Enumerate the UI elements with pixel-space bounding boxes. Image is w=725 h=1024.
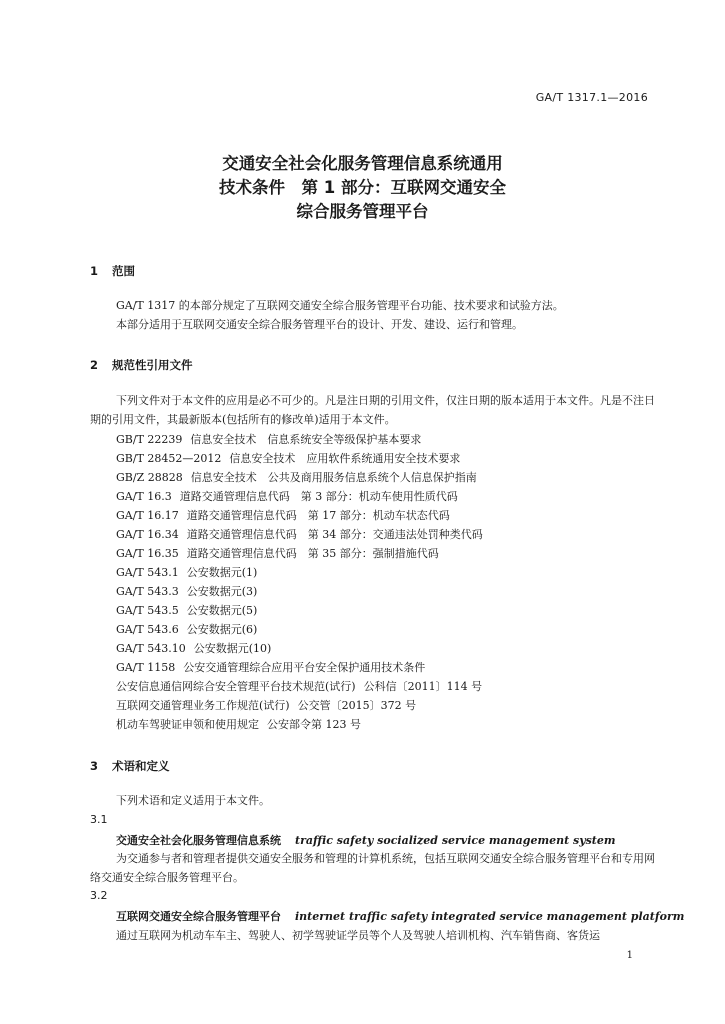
reference-name: 道路交通管理信息代码 第 17 部分：机动车状态代码 — [186, 509, 450, 522]
term-zh: 互联网交通安全综合服务管理平台 — [116, 910, 281, 923]
section-number: 2 — [90, 358, 99, 372]
section-1-heading — [90, 263, 135, 279]
section-title: 范围 — [112, 264, 135, 278]
reference-item — [116, 715, 483, 734]
section-2-intro — [90, 391, 656, 429]
reference-code: GA/T 543.1 — [116, 566, 179, 579]
reference-item — [116, 658, 483, 677]
section-number: 1 — [90, 264, 99, 278]
reference-name: 公安交通管理综合应用平台安全保护通用技术条件 — [183, 661, 426, 674]
title-line-3: 综合服务管理平台 — [296, 202, 429, 221]
reference-code: GA/T 16.34 — [116, 528, 179, 541]
reference-item — [116, 449, 483, 468]
reference-item — [116, 430, 483, 449]
reference-item — [116, 696, 483, 715]
reference-code: GA/T 543.10 — [116, 642, 186, 655]
document-title — [0, 152, 725, 224]
section-2-heading — [90, 357, 193, 373]
reference-name: 信息安全技术 应用软件系统通用安全技术要求 — [229, 452, 461, 465]
reference-code: 公安信息通信网综合安全管理平台技术规范(试行) — [116, 680, 356, 693]
reference-item — [116, 506, 483, 525]
reference-code: GA/T 16.3 — [116, 490, 172, 503]
reference-name: 公交管〔2015〕372 号 — [297, 699, 417, 712]
reference-code: GA/T 16.17 — [116, 509, 179, 522]
reference-name: 信息安全技术 信息系统安全等级保护基本要求 — [190, 433, 422, 446]
paragraph: 通过互联网为机动车车主、驾驶人、初学驾驶证学员等个人及驾驶人培训机构、汽车销售商、客货运 — [116, 929, 600, 942]
reference-item — [116, 601, 483, 620]
paragraph: 下列术语和定义适用于本文件。 — [116, 794, 270, 807]
clause-number: 3.1 — [90, 813, 108, 826]
reference-item — [116, 563, 483, 582]
reference-name: 公安数据元(6) — [186, 623, 258, 636]
term-en: traffic safety socialized service management system — [295, 834, 616, 847]
reference-name: 公安数据元(5) — [186, 604, 258, 617]
term-definition — [90, 926, 656, 945]
section-number: 3 — [90, 759, 99, 773]
reference-name: 公安数据元(3) — [186, 585, 258, 598]
reference-list — [116, 430, 483, 734]
term-entry — [116, 832, 616, 848]
paragraph: 下列文件对于本文件的应用是必不可少的。凡是注日期的引用文件，仅注日期的版本适用于本文件。凡是不注日期的引用文件，其最新版本(包括所有的修改单)适用于本文件。 — [90, 394, 655, 426]
reference-code: GA/T 543.3 — [116, 585, 179, 598]
section-3-heading — [90, 758, 170, 774]
clause-number: 3.2 — [90, 889, 108, 902]
reference-code: GA/T 543.6 — [116, 623, 179, 636]
reference-code: GA/T 16.35 — [116, 547, 179, 560]
reference-item — [116, 677, 483, 696]
reference-item — [116, 544, 483, 563]
standard-code: GA/T 1317.1—2016 — [535, 91, 648, 104]
reference-item — [116, 468, 483, 487]
reference-name: 道路交通管理信息代码 第 34 部分：交通违法处罚种类代码 — [186, 528, 483, 541]
reference-name: 道路交通管理信息代码 第 35 部分：强制措施代码 — [186, 547, 439, 560]
section-title: 术语和定义 — [112, 759, 170, 773]
title-line-2: 技术条件 第 1 部分：互联网交通安全 — [219, 178, 506, 197]
reference-item — [116, 525, 483, 544]
reference-item — [116, 582, 483, 601]
reference-code: GB/T 22239 — [116, 433, 183, 446]
reference-item — [116, 487, 483, 506]
page-number: 1 — [626, 950, 633, 961]
reference-item — [116, 620, 483, 639]
term-entry — [116, 908, 684, 924]
reference-code: GB/Z 28828 — [116, 471, 183, 484]
section-1-body — [90, 296, 656, 334]
reference-code: GA/T 1158 — [116, 661, 176, 674]
term-definition — [90, 849, 656, 887]
section-title: 规范性引用文件 — [112, 358, 193, 372]
reference-name: 道路交通管理信息代码 第 3 部分：机动车使用性质代码 — [179, 490, 458, 503]
reference-code: 互联网交通管理业务工作规范(试行) — [116, 699, 290, 712]
reference-name: 公安数据元(10) — [193, 642, 272, 655]
reference-name: 公科信〔2011〕114 号 — [363, 680, 483, 693]
paragraph: GA/T 1317 的本部分规定了互联网交通安全综合服务管理平台功能、技术要求和试验方法。 — [116, 299, 564, 312]
paragraph: 为交通参与者和管理者提供交通安全服务和管理的计算机系统，包括互联网交通安全综合服务管理平台和专用网络交通安全综合服务管理平台。 — [90, 852, 655, 884]
reference-item — [116, 639, 483, 658]
term-en: internet traffic safety integrated service management platform — [295, 910, 685, 923]
reference-code: GA/T 543.5 — [116, 604, 179, 617]
title-line-1: 交通安全社会化服务管理信息系统通用 — [222, 154, 503, 173]
reference-name: 公安部令第 123 号 — [267, 718, 361, 731]
reference-code: GB/T 28452—2012 — [116, 452, 222, 465]
reference-name: 信息安全技术 公共及商用服务信息系统个人信息保护指南 — [190, 471, 477, 484]
reference-code: 机动车驾驶证申领和使用规定 — [116, 718, 259, 731]
section-3-intro — [90, 791, 656, 810]
paragraph: 本部分适用于互联网交通安全综合服务管理平台的设计、开发、建设、运行和管理。 — [116, 318, 523, 331]
reference-name: 公安数据元(1) — [186, 566, 258, 579]
term-zh: 交通安全社会化服务管理信息系统 — [116, 834, 281, 847]
